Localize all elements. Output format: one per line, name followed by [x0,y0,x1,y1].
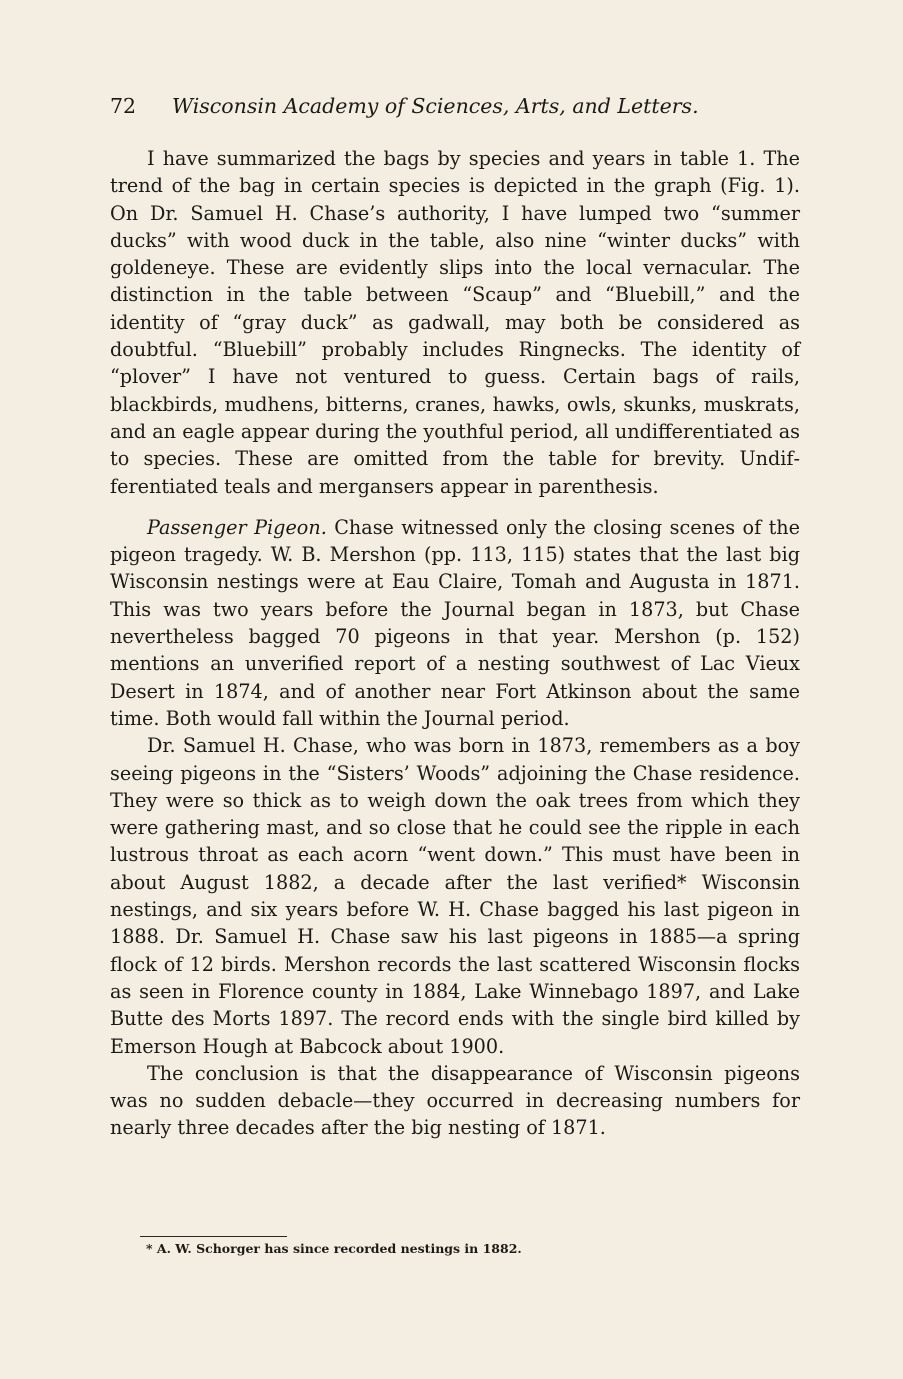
body-text [110,145,800,1142]
paragraph-text: I have summarized the bags by species and years in table 1. The trend of the bag in certain species is depicted in the graph (Fig. 1). On Dr. Samuel H. Chase’s authority, I have lumped two “summer ducks” with wood duck in the table, also nine “winter ducks” with goldeneye. These are evidently slips into the local vernacular. The distinction in the table between “Scaup” and “Bluebill,” and the identity of “gray duck” as gadwall, may both be considered as doubtful. “Bluebill” probably includes Ringnecks. The identity of “plover” I have not ventured to guess. Certain bags of rails, blackbirds, mudhens, bitterns, cranes, hawks, owls, skunks, muskrats, and an eagle appear during the youthful period, all undifferentiated as to species. These are omitted from the table for brevity. Undifferentiated teals and mergansers appear in parenthesis. [110,147,800,498]
footnote: * A. W. Schorger has since recorded nestings in 1882. [146,1241,522,1256]
journal-title: Wisconsin Academy of Sciences, Arts, and Letters. [172,94,699,118]
running-header [110,92,800,120]
paragraph-text: Dr. Samuel H. Chase, who was born in 1873, remembers as a boy seeing pigeons in the “Sisters’ Woods” adjoining the Chase residence. They were so thick as to weigh down the oak trees from which they were gathering mast, and so close that he could see the ripple in each lustrous throat as each acorn “went down.” This must have been in about August 1882, a decade after the last verified* Wisconsin nestings, and six years before W. H. Chase bagged his last pigeon in 1888. Dr. Samuel H. Chase saw his last pigeons in 1885—a spring flock of 12 birds. Mershon records the last scattered Wisconsin flocks as seen in Florence county in 1884, Lake Winnebago 1897, and Lake Butte des Morts 1897. The record ends with the single bird killed by Emerson Hough at Babcock about 1900. [110,734,800,1058]
paragraph-bag-summary [110,145,800,500]
footnote-rule [140,1236,287,1237]
page-number: 72 [110,94,137,118]
paragraph-text: Chase witnessed only the closing scenes of the pigeon tragedy. W. B. Mershon (pp. 113, 115) states that the last big Wisconsin nestings were at Eau Claire, Tomah and Augusta in 1871. This was two years before the Journal began in 1873, but Chase nevertheless bagged 70 pigeons in that year. Mershon (p. 152) mentions an unverified report of a nesting southwest of Lac Vieux Desert in 1874, and of another near Fort Atkinson about the same time. Both would fall within the Journal period. [110,515,800,730]
book-page [110,0,800,1379]
paragraph-chase-recollection [110,732,800,1060]
section-lead-heading: Passenger Pigeon. [147,515,327,539]
paragraph-conclusion [110,1060,800,1142]
paragraph-text: The conclusion is that the disappearance of Wisconsin pigeons was no sudden debacle—they occurred in decreasing numbers for nearly three decades after the big nesting of 1871. [110,1061,800,1140]
paragraph-passenger-pigeon [110,514,800,732]
